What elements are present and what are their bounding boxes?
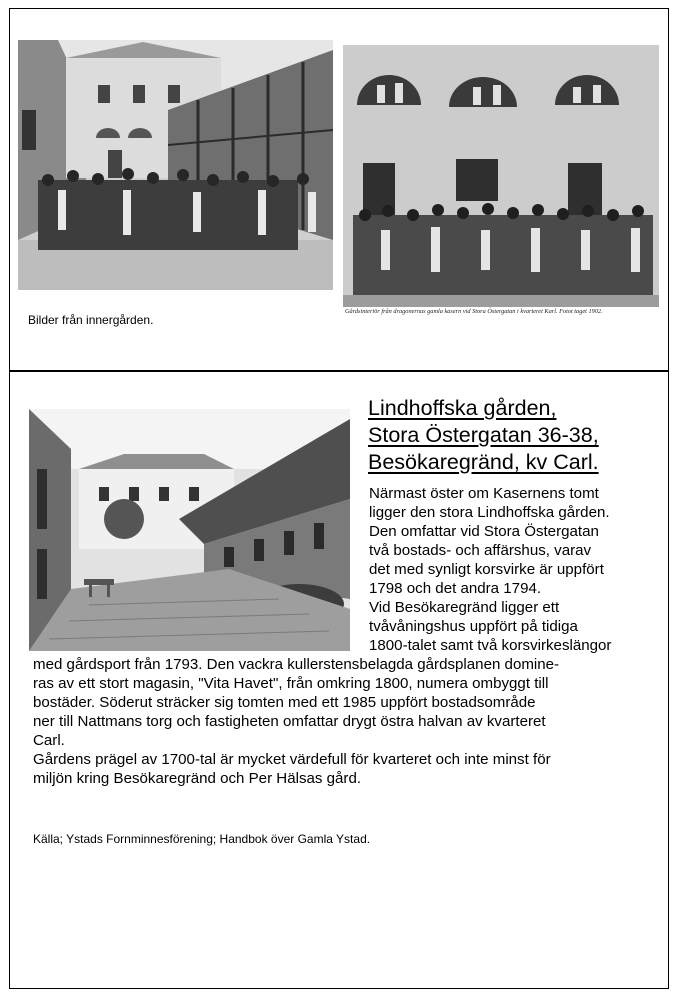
body-text-line: Den omfattar vid Stora Östergatan: [369, 523, 599, 540]
photo-barracks-soldiers: [343, 45, 659, 307]
body-text-line: ras av ett stort magasin, "Vita Havet", från omkring 1800, numera ombyggt till: [33, 675, 549, 692]
body-text-line: Gårdens prägel av 1700-tal är mycket värdefull för kvarteret och inte minst för: [33, 751, 551, 768]
body-text-line: två bostads- och affärshus, varav: [369, 542, 592, 559]
photo-courtyard-crowd: [18, 40, 333, 290]
bottom-panel: [9, 371, 669, 989]
photo-lindhoffska-courtyard: [29, 409, 350, 651]
title-line: Lindhoffska gården,: [368, 396, 557, 420]
top-caption: Bilder från innergården.: [28, 313, 154, 327]
body-text-line: ligger den stora Lindhoffska gården.: [369, 504, 610, 521]
body-text-line: Närmast öster om Kasernens tomt: [369, 485, 599, 502]
body-text-line: 1798 och det andra 1794.: [369, 580, 542, 597]
body-text-line: det med synligt korsvirke är uppfört: [369, 561, 604, 578]
body-text-line: bostäder. Söderut sträcker sig tomten med ett 1985 uppfört bostadsområde: [33, 694, 536, 711]
body-text-line: Carl.: [33, 732, 65, 749]
title-line: Besökaregränd, kv Carl.: [368, 450, 599, 474]
body-text-line: miljön kring Besökaregränd och Per Hälsas gård.: [33, 770, 362, 787]
photo-caption-small: Gårdsinteriör från dragonernas gamla kasern vid Stora Östergatan i kvarteret Karl. Fotot taget 1902.: [345, 308, 603, 315]
body-text-line: Vid Besökaregränd ligger ett: [369, 599, 560, 616]
body-text-line: ner till Nattmans torg och fastigheten omfattar drygt östra halvan av kvarteret: [33, 713, 546, 730]
article-title: [368, 395, 668, 476]
title-line: Stora Östergatan 36-38,: [368, 423, 599, 447]
body-text-line: tvåvåningshus uppfört på tidiga: [369, 618, 578, 635]
top-panel: [9, 8, 669, 371]
source-citation: Källa; Ystads Fornminnesförening; Handbok över Gamla Ystad.: [33, 832, 371, 846]
body-text-line: med gårdsport från 1793. Den vackra kullerstensbelagda gårdsplanen domine-: [33, 656, 560, 673]
body-text-line: 1800-talet samt två korsvirkeslängor: [369, 637, 612, 654]
